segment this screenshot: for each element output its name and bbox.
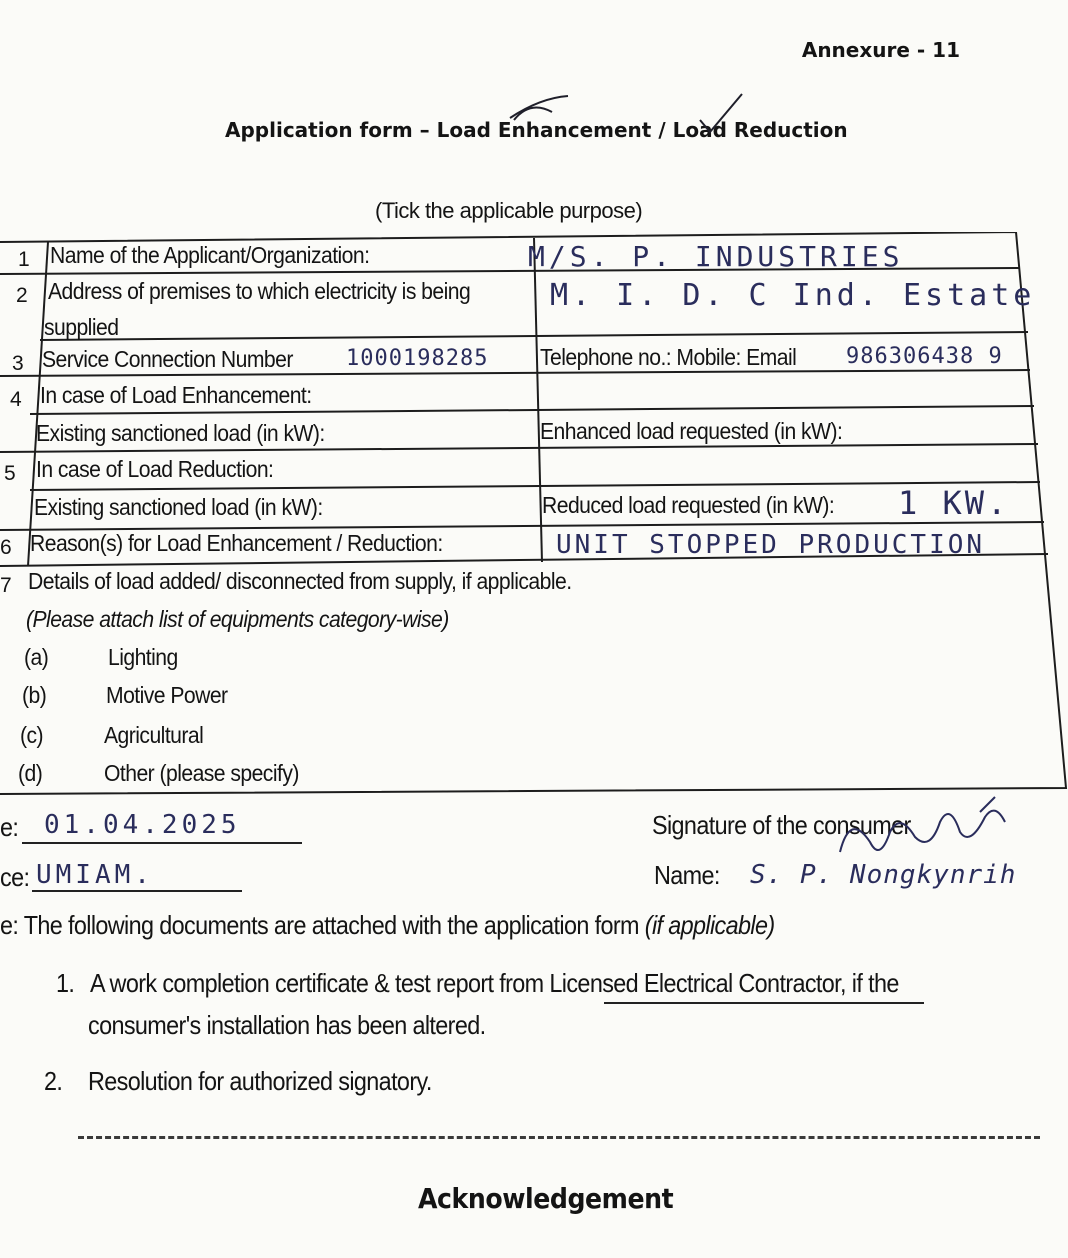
row-7-number: 7 bbox=[0, 574, 12, 597]
applicant-name-value: M/S. P. INDUSTRIES bbox=[528, 240, 904, 273]
name-label: Name: bbox=[654, 860, 720, 890]
date-underline bbox=[22, 842, 302, 844]
category-b-key: (b) bbox=[22, 682, 47, 708]
category-b-label: Motive Power bbox=[106, 682, 228, 708]
form-title: Application form – Load Enhancement / Load Reduction bbox=[225, 118, 848, 142]
place-label: ce: bbox=[0, 862, 30, 892]
documents-note-italic: (if applicable) bbox=[644, 910, 775, 940]
pen-tick-marks bbox=[500, 90, 760, 150]
date-label: e: bbox=[0, 812, 19, 842]
tick-instruction: (Tick the applicable purpose) bbox=[375, 198, 643, 223]
cut-line-divider bbox=[78, 1136, 1040, 1139]
category-d-label: Other (please specify) bbox=[104, 760, 299, 786]
date-value: 01.04.2025 bbox=[44, 810, 241, 840]
telephone-label: Telephone no.: Mobile: Email bbox=[540, 344, 797, 370]
row-1-number: 1 bbox=[18, 248, 30, 271]
reason-value: UNIT STOPPED PRODUCTION bbox=[556, 530, 986, 560]
category-c-key: (c) bbox=[20, 722, 44, 748]
doc-1-number: 1. bbox=[56, 968, 75, 998]
name-value: S. P. Nongkynrih bbox=[750, 860, 1017, 890]
existing-load-label-enh: Existing sanctioned load (in kW): bbox=[36, 420, 325, 446]
licensed-contractor-underline bbox=[604, 1002, 924, 1004]
applicant-name-label: Name of the Applicant/Organization: bbox=[50, 242, 370, 268]
category-d-key: (d) bbox=[18, 760, 43, 786]
place-underline bbox=[32, 890, 242, 892]
service-connection-value: 1000198285 bbox=[346, 346, 489, 371]
existing-load-label-red: Existing sanctioned load (in kW): bbox=[34, 494, 323, 520]
signature-label: Signature of the consumer bbox=[652, 810, 911, 840]
category-a-key: (a) bbox=[24, 644, 49, 670]
documents-note-text: e: The following documents are attached with the application form bbox=[0, 910, 639, 940]
doc-2-number: 2. bbox=[44, 1066, 63, 1096]
address-label: Address of premises to which electricity is being bbox=[48, 278, 471, 304]
row-4-number: 4 bbox=[10, 388, 22, 411]
doc-1-line-1: A work completion certificate & test report from Licensed Electrical Contractor, if the bbox=[90, 968, 899, 998]
place-value: UMIAM. bbox=[36, 860, 154, 890]
load-reduction-label: In case of Load Reduction: bbox=[36, 456, 274, 482]
documents-note bbox=[0, 910, 775, 941]
reduced-load-value: 1 KW. bbox=[898, 484, 1010, 522]
address-value: M. I. D. C Ind. Estate bbox=[550, 278, 1036, 313]
service-connection-label: Service Connection Number bbox=[42, 346, 293, 372]
telephone-value: 986306438 9 bbox=[846, 344, 1003, 369]
category-a-label: Lighting bbox=[108, 644, 178, 670]
acknowledgement-heading: Acknowledgement bbox=[418, 1182, 674, 1215]
application-form-table bbox=[0, 232, 1068, 796]
doc-1-line-2: consumer's installation has been altered. bbox=[88, 1010, 486, 1040]
row-2-number: 2 bbox=[16, 284, 28, 307]
category-c-label: Agricultural bbox=[104, 722, 204, 748]
row-6-number: 6 bbox=[0, 536, 12, 559]
annexure-label: Annexure - 11 bbox=[801, 38, 960, 62]
reduced-load-label: Reduced load requested (in kW): bbox=[542, 492, 835, 518]
load-details-note: (Please attach list of equipments category-wise) bbox=[26, 606, 449, 632]
row-5-number: 5 bbox=[4, 462, 16, 485]
load-details-label: Details of load added/ disconnected from supply, if applicable. bbox=[28, 568, 572, 594]
reason-label: Reason(s) for Load Enhancement / Reduction: bbox=[30, 530, 443, 556]
address-label-cont: supplied bbox=[44, 314, 119, 340]
enhanced-load-label: Enhanced load requested (in kW): bbox=[540, 418, 843, 444]
load-enhancement-label: In case of Load Enhancement: bbox=[40, 382, 312, 408]
doc-2-text: Resolution for authorized signatory. bbox=[88, 1066, 432, 1096]
row-3-number: 3 bbox=[12, 352, 24, 375]
